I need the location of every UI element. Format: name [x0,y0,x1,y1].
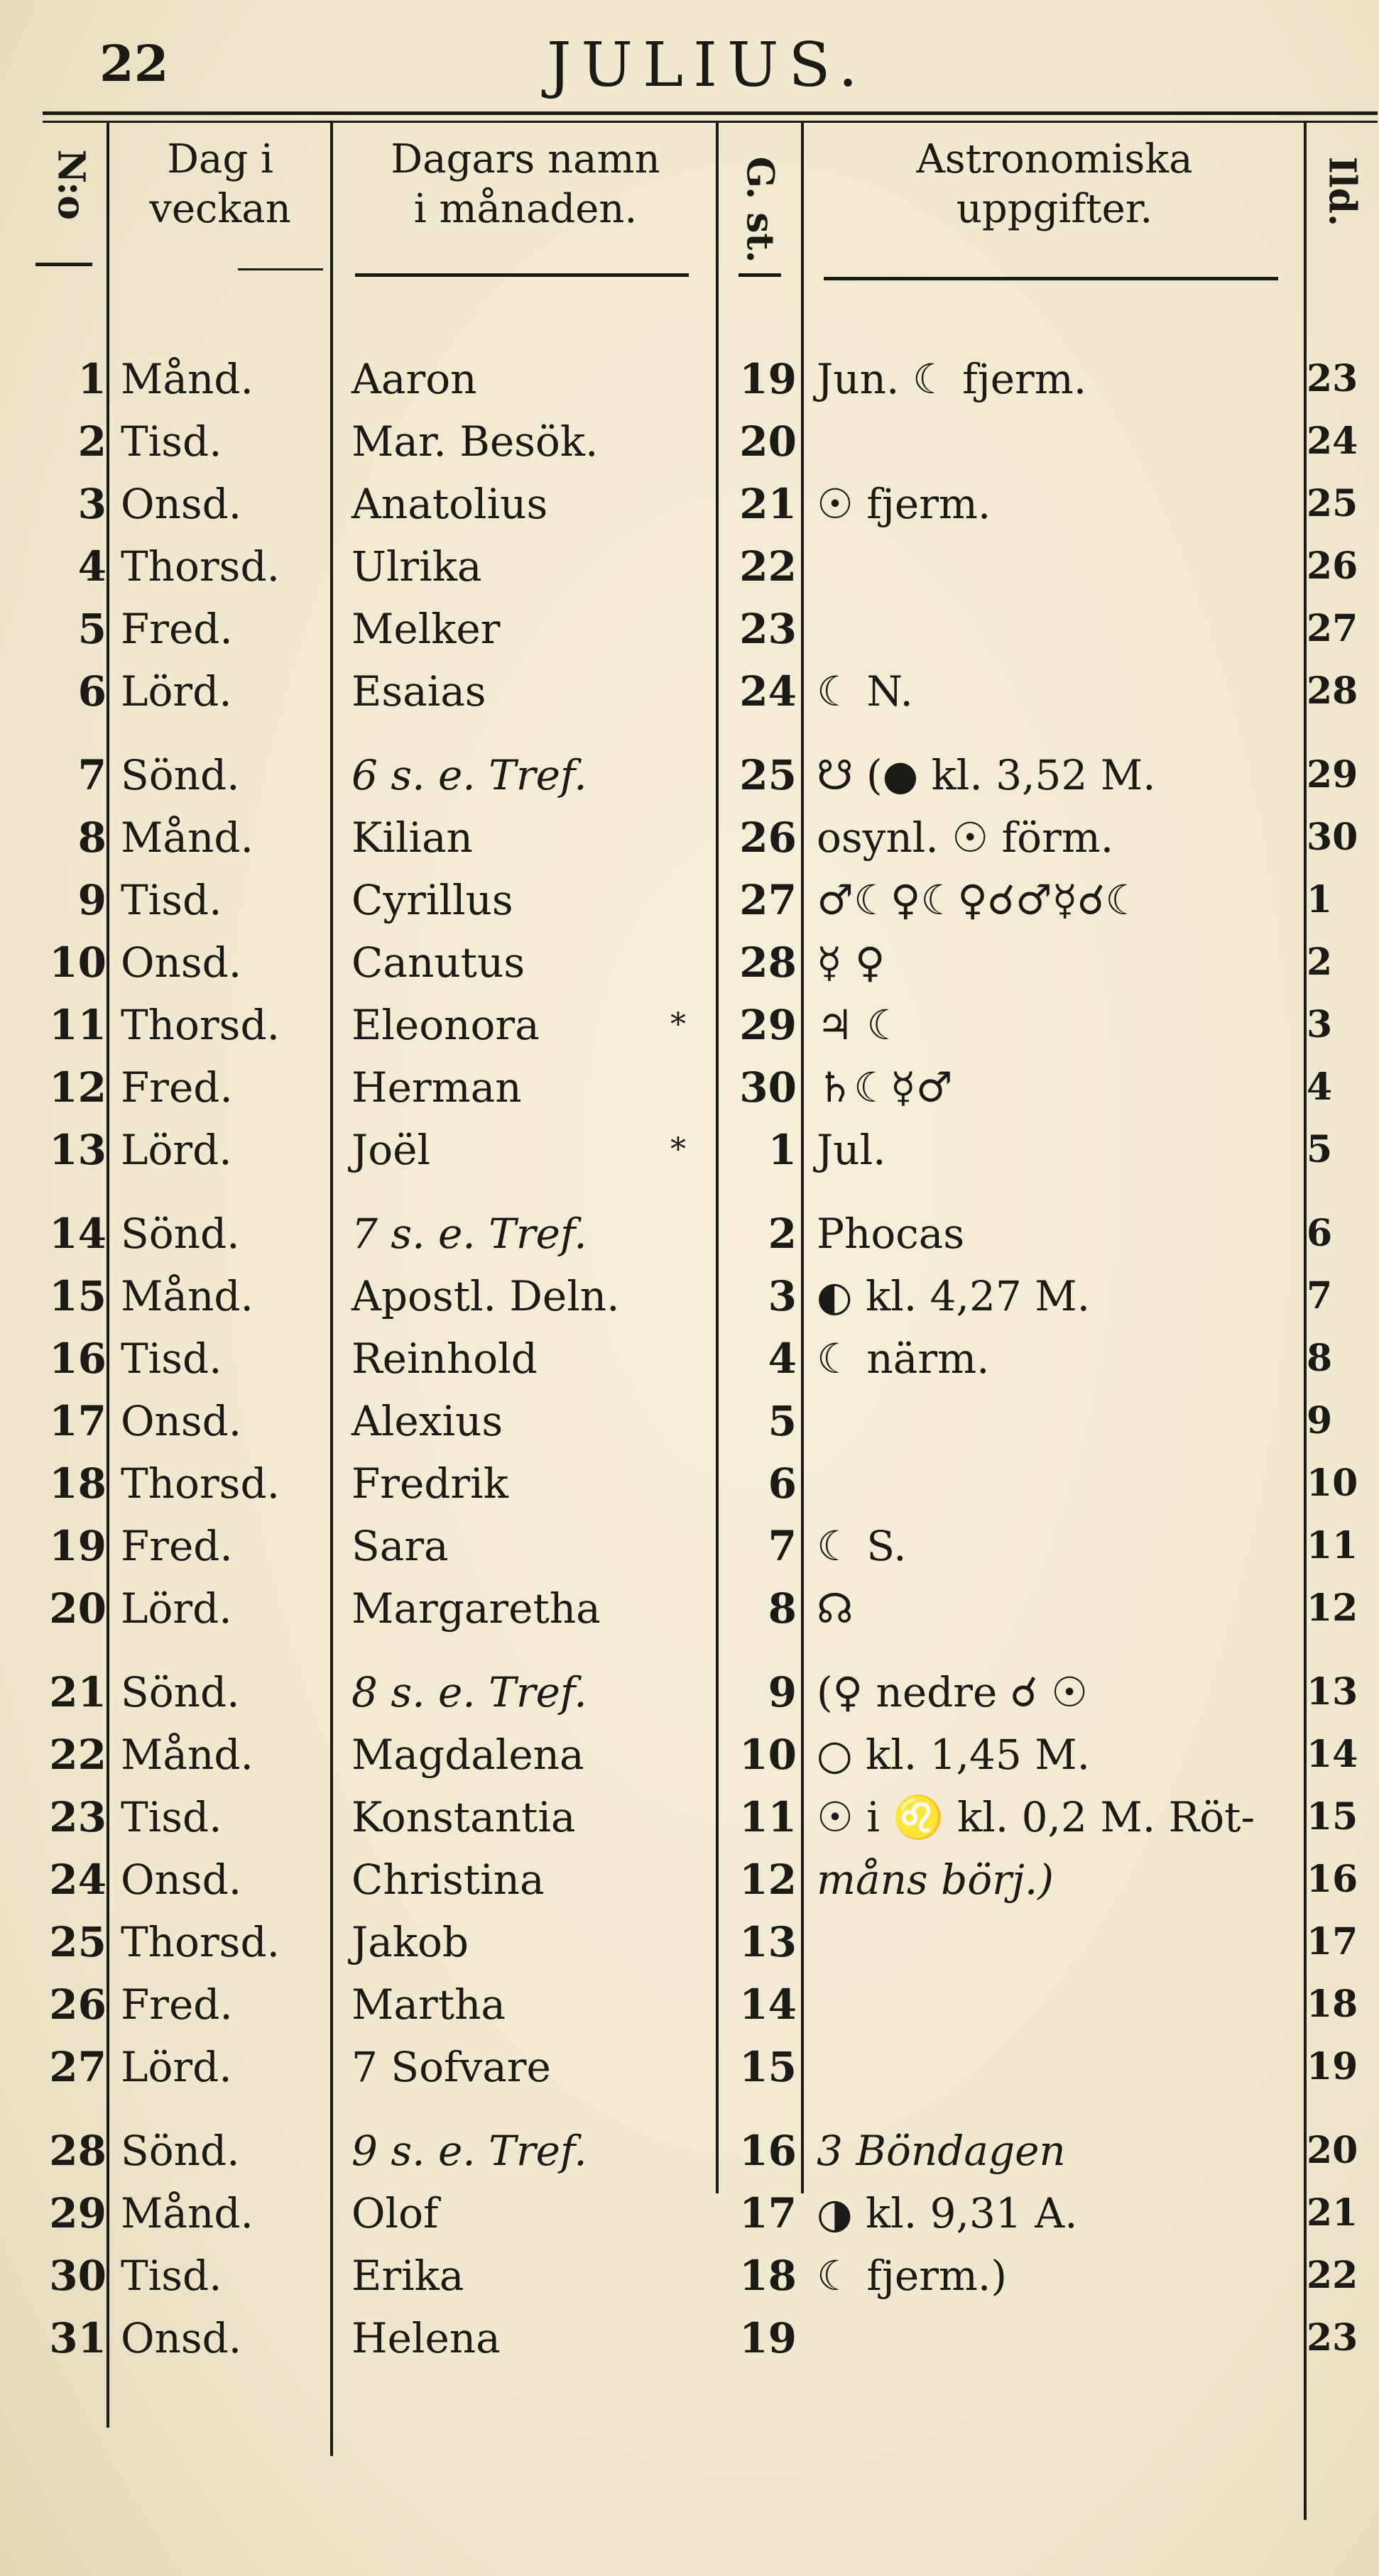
old-style-date: 22 [739,542,797,591]
astronomy-note: ☋ (● kl. 3,52 M. [817,751,1156,799]
table-row [0,1848,1379,1911]
day-number: 18 [49,1459,107,1508]
astronomy-note: Phocas [817,1210,965,1258]
astronomy-note: ♄☾☿♂ [817,1063,953,1112]
table-row [0,1973,1379,2036]
old-style-date: 24 [739,667,797,716]
old-style-date: 1 [768,1126,797,1174]
day-number: 10 [49,938,107,987]
table-row [0,931,1379,994]
right-column-number: 8 [1307,1337,1333,1380]
table-row [0,660,1379,723]
header-rule [43,111,1378,115]
old-style-date: 30 [739,1063,797,1112]
astronomy-note: 3 Böndagen [817,2127,1066,2175]
right-column-number: 17 [1307,1920,1358,1963]
table-row [0,1452,1379,1515]
day-number: 9 [77,876,107,924]
right-column-number: 24 [1307,420,1358,463]
day-name: Magdalena [351,1731,584,1779]
old-style-date: 14 [739,1980,797,2029]
weekday: Månd. [121,355,254,403]
header-underline [238,268,323,270]
day-number: 8 [77,813,107,862]
table-row [0,869,1379,931]
day-name: Reinhold [351,1334,538,1383]
table-row [0,410,1379,473]
right-column-number: 27 [1307,607,1358,650]
weekday: Tisd. [121,417,222,466]
weekday: Lörd. [121,1126,232,1174]
table-row [0,2036,1379,2098]
day-number: 21 [49,1668,107,1716]
day-number: 15 [49,1272,107,1320]
right-column-number: 9 [1307,1399,1333,1442]
day-name: 6 s. e. Tref. [351,751,587,799]
right-column-number: 2 [1307,941,1333,984]
header-underline [355,273,689,277]
day-number: 24 [49,1856,107,1904]
weekday: Månd. [121,1731,254,1779]
old-style-date: 23 [739,605,797,653]
header-astronomy-line2: uppgifter. [956,186,1153,232]
header-weekday-line2: veckan [149,186,291,232]
day-number: 23 [49,1793,107,1841]
day-name: Alexius [351,1397,503,1445]
day-name: Erika [351,2252,464,2300]
header-underline [36,263,92,266]
day-name: Martha [351,1980,506,2029]
day-number: 28 [49,2127,107,2175]
weekday: Thorsd. [121,1918,280,1966]
table-row [0,1911,1379,1973]
old-style-date: 2 [768,1210,797,1258]
old-style-date: 27 [739,876,797,924]
old-style-date: 7 [768,1522,797,1570]
weekday: Thorsd. [121,1459,280,1508]
weekday: Sönd. [121,2127,240,2175]
table-row [0,535,1379,598]
day-name: Olof [351,2189,439,2237]
day-name: 7 s. e. Tref. [351,1210,587,1258]
weekday: Sönd. [121,751,240,799]
table-row [0,598,1379,660]
day-number: 4 [77,542,107,591]
weekday: Fred. [121,605,233,653]
weekday: Thorsd. [121,1001,280,1049]
weekday: Onsd. [121,480,242,528]
day-number: 12 [49,1063,107,1112]
astronomy-note: ☾ N. [817,667,913,716]
right-column-number: 11 [1307,1524,1358,1567]
day-number: 6 [77,667,107,716]
old-style-date: 5 [768,1397,797,1445]
weekday: Lörd. [121,667,232,716]
day-name: Ulrika [351,542,482,591]
day-name: 8 s. e. Tref. [351,1668,587,1716]
weekday: Thorsd. [121,542,280,591]
weekday: Tisd. [121,1334,222,1383]
day-name: Mar. Besök. [351,417,599,466]
right-column-number: 21 [1307,2191,1358,2235]
weekday: Onsd. [121,1856,242,1904]
right-column-number: 29 [1307,753,1358,796]
table-row [0,994,1379,1056]
old-style-date: 18 [739,2252,797,2300]
table-row [0,1577,1379,1640]
right-column-number: 7 [1307,1274,1333,1317]
weekday: Tisd. [121,2252,222,2300]
old-style-date: 8 [768,1584,797,1633]
astronomy-note: ☉ fjerm. [817,480,991,528]
table-row [0,1390,1379,1452]
right-column-number: 30 [1307,816,1358,859]
day-number: 27 [49,2043,107,2091]
astronomy-note: ☾ S. [817,1522,907,1570]
right-column-number: 28 [1307,669,1358,713]
old-style-date: 20 [739,417,797,466]
day-name: Herman [351,1063,522,1112]
weekday: Fred. [121,1063,233,1112]
day-number: 17 [49,1397,107,1445]
weekday: Fred. [121,1522,233,1570]
old-style-date: 12 [739,1856,797,1904]
old-style-date: 25 [739,751,797,799]
old-style-date: 19 [739,2314,797,2362]
day-number: 29 [49,2189,107,2237]
table-row [0,1119,1379,1181]
weekday: Onsd. [121,938,242,987]
table-row [0,2182,1379,2245]
day-name: Sara [351,1522,449,1570]
day-number: 11 [49,1001,107,1049]
right-column-number: 12 [1307,1586,1358,1630]
weekday: Sönd. [121,1668,240,1716]
weekday: Sönd. [121,1210,240,1258]
old-style-date: 13 [739,1918,797,1966]
day-number: 3 [77,480,107,528]
weekday: Onsd. [121,1397,242,1445]
header-rule-thin [43,121,1378,123]
astronomy-note: ☊ [817,1584,854,1633]
day-number: 31 [49,2314,107,2362]
day-number: 26 [49,1980,107,2029]
astronomy-note: ◐ kl. 4,27 M. [817,1272,1091,1320]
day-number: 16 [49,1334,107,1383]
table-row [0,473,1379,535]
day-name: Jakob [351,1918,469,1966]
right-column-number: 4 [1307,1065,1333,1109]
header-old-style: G. st. [738,156,782,263]
astronomy-note: (♀ nedre ☌ ☉ [817,1668,1089,1716]
old-style-date: 9 [768,1668,797,1716]
astronomy-note: ☾ fjerm.) [817,2252,1007,2300]
day-name: Canutus [351,938,525,987]
header-day-names-line2: i månaden. [413,186,638,232]
day-name: Esaias [351,667,486,716]
old-style-date: 16 [739,2127,797,2175]
weekday: Månd. [121,2189,254,2237]
header-underline [738,273,781,277]
day-name: Cyrillus [351,876,513,924]
weekday: Onsd. [121,2314,242,2362]
weekday: Fred. [121,1980,233,2029]
day-name: Apostl. Deln. [351,1272,620,1320]
right-column-number: 14 [1307,1733,1358,1776]
astronomy-note: ☉ i ♌ kl. 0,2 M. Röt- [817,1793,1255,1841]
right-column-number: 1 [1307,878,1333,921]
table-row [0,2120,1379,2182]
table-row [0,1327,1379,1390]
day-name: 9 s. e. Tref. [351,2127,587,2175]
old-style-date: 10 [739,1731,797,1779]
table-row [0,1786,1379,1848]
table-row [0,744,1379,806]
right-column-number: 16 [1307,1858,1358,1901]
table-row [0,1723,1379,1786]
day-name: Kilian [351,813,473,862]
day-name: Anatolius [351,480,548,528]
old-style-date: 17 [739,2189,797,2237]
old-style-date: 11 [739,1793,797,1841]
day-name: Christina [351,1856,545,1904]
day-name: Margaretha [351,1584,601,1633]
table-row [0,2307,1379,2369]
astronomy-note: ☾ närm. [817,1334,990,1383]
weekday: Månd. [121,813,254,862]
page-number: 22 [99,34,169,93]
right-column-number: 6 [1307,1212,1333,1255]
right-column-number: 10 [1307,1462,1358,1505]
day-name: Fredrik [351,1459,508,1508]
astronomy-note: ☿ ♀ [817,938,885,987]
header-underline [824,277,1278,280]
day-number: 5 [77,605,107,653]
day-name: 7 Sofvare [351,2043,551,2091]
old-style-date: 15 [739,2043,797,2091]
old-style-date: 21 [739,480,797,528]
day-number: 30 [49,2252,107,2300]
right-column-number: 18 [1307,1983,1358,2026]
day-name: Melker [351,605,501,653]
right-column-number: 25 [1307,482,1358,525]
right-column-number: 20 [1307,2129,1358,2172]
day-name: Eleonora [351,1001,540,1049]
table-row [0,1515,1379,1577]
right-column-number: 23 [1307,2316,1358,2359]
right-column-number: 3 [1307,1003,1333,1046]
right-column-number: 15 [1307,1795,1358,1838]
table-row [0,1056,1379,1119]
right-column-number: 5 [1307,1128,1333,1171]
header-astronomy [806,135,1303,234]
right-column-number: 23 [1307,357,1358,400]
astronomy-note: måns börj.) [817,1856,1054,1904]
day-name: Joël [351,1126,431,1174]
right-column-number: 13 [1307,1670,1358,1714]
star-mark: * [670,1131,686,1168]
day-number: 20 [49,1584,107,1633]
weekday: Månd. [121,1272,254,1320]
day-name: Helena [351,2314,501,2362]
old-style-date: 3 [768,1272,797,1320]
right-column-number: 22 [1307,2254,1358,2297]
astronomy-note: osynl. ☉ förm. [817,813,1114,862]
header-weekday-line1: Dag i [167,136,273,182]
astronomy-note: ♃ ☾ [817,1001,904,1049]
table-row [0,2245,1379,2307]
table-row [0,348,1379,410]
old-style-date: 4 [768,1334,797,1383]
weekday: Lörd. [121,2043,232,2091]
old-style-date: 6 [768,1459,797,1508]
day-number: 19 [49,1522,107,1570]
header-astronomy-line1: Astronomiska [916,136,1193,182]
header-day-names [337,135,714,234]
star-mark: * [670,1007,686,1043]
weekday: Tisd. [121,1793,222,1841]
astronomy-note: ♂☾♀☾♀☌♂☿☌☾ [817,876,1143,924]
old-style-date: 29 [739,1001,797,1049]
day-number: 22 [49,1731,107,1779]
weekday: Lörd. [121,1584,232,1633]
day-number: 25 [49,1918,107,1966]
header-number: N:o [49,149,93,221]
day-number: 7 [77,751,107,799]
astronomy-note: Jun. ☾ fjerm. [817,355,1087,403]
old-style-date: 26 [739,813,797,862]
right-column-number: 19 [1307,2045,1358,2088]
astronomy-note: Jul. [817,1126,886,1174]
day-number: 13 [49,1126,107,1174]
day-number: 1 [77,355,107,403]
header-day-names-line1: Dagars namn [391,136,660,182]
day-number: 14 [49,1210,107,1258]
table-row [0,1265,1379,1327]
old-style-date: 28 [739,938,797,987]
month-title: JULIUS. [547,30,868,101]
table-row [0,1202,1379,1265]
old-style-date: 19 [739,355,797,403]
astronomy-note: ◑ kl. 9,31 A. [817,2189,1078,2237]
right-column-number: 26 [1307,544,1358,588]
day-name: Aaron [351,355,477,403]
header-right: Ild. [1320,156,1364,227]
header-weekday [114,135,327,234]
day-name: Konstantia [351,1793,576,1841]
table-row [0,806,1379,869]
day-number: 2 [77,417,107,466]
weekday: Tisd. [121,876,222,924]
table-row [0,1661,1379,1723]
astronomy-note: ○ kl. 1,45 M. [817,1731,1091,1779]
